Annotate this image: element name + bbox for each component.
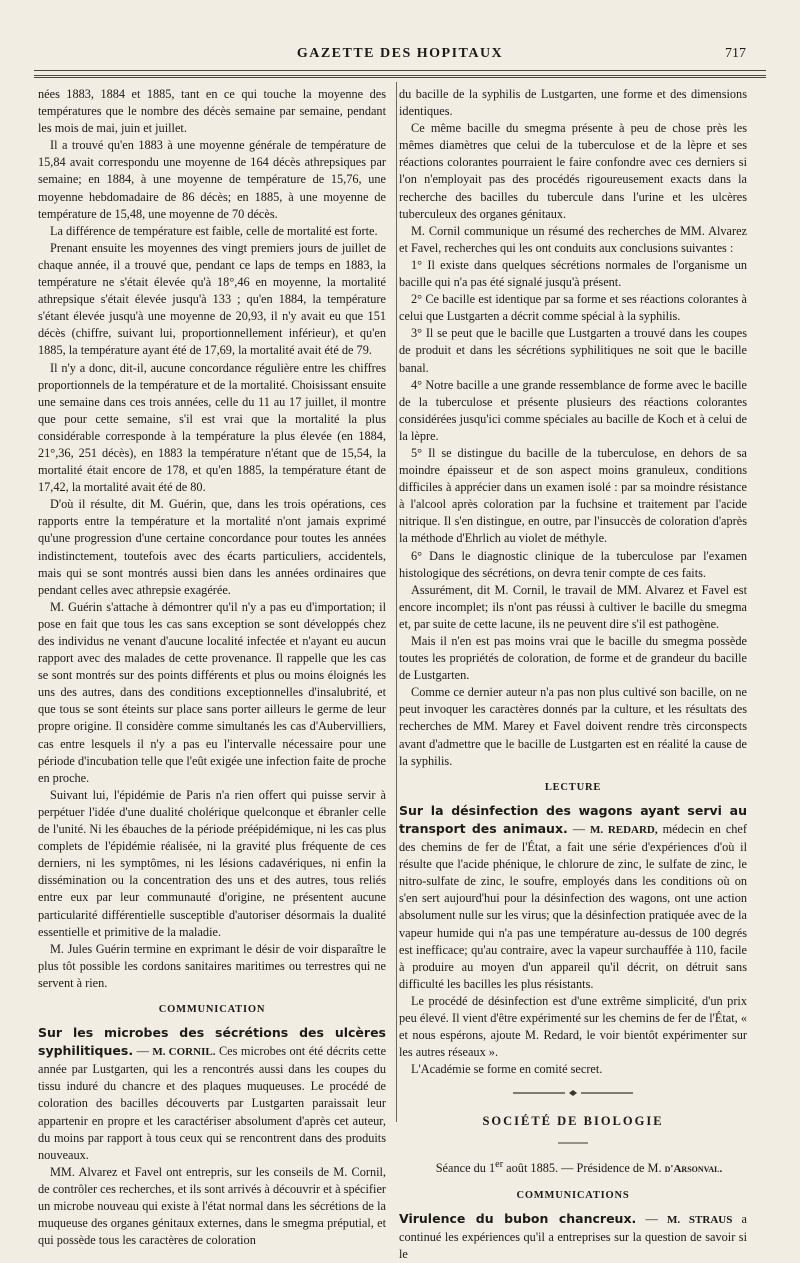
conclusion-item: 2° Ce bacille est identique par sa forme et ses réactions colorantes à celui que Lustgarten a décrit comme spécial à la syphilis. bbox=[399, 292, 747, 324]
paragraph: Assurément, dit M. Cornil, le travail de MM. Alvarez et Favel est encore incomplet; ils n'ont pas réussi à cultiver le bacille du smegma et, par suite de cette lacune, ils ne peuvent dire s'il est pathogène. bbox=[399, 582, 747, 631]
paragraph: Le procédé de désinfection est d'une extrême simplicité, d'un prix peu élevé. Il vient d'être expérimenté sur les chemins de fer de l'État, « et nous espérons, ajoute M. Redard, le voir bientôt expérimenter sur les autres réseaux ». bbox=[399, 993, 747, 1060]
article-paragraph: Virulence du bubon chancreux. — M. STRAUS a continué les expériences qu'il a entreprises sur la question de savoir si le bbox=[399, 1210, 747, 1262]
ornament-rule-icon bbox=[513, 1089, 633, 1097]
paragraph: Suivant lui, l'épidémie de Paris n'a rien offert qui puisse servir à perpétuer l'idée d'une dualité cholérique quelconque et ébranler celle de l'unité. Ni les ébauches de la période préépidémique, ni les cas plus complets de l'épidémie réalisée, ni la gravité plus fréquente de ces derniers, ni les symptômes, ni les lésions cadavériques, ni enfin la dissémination ou la concentration des uns et des autres, tous reliés entre eux par leur communauté d'origine, ne présentent aucune particularité différentielle susceptible d'autoriser désormais la dualité essentielle et primitive de la maladie. bbox=[38, 787, 386, 939]
society-heading: SOCIÉTÉ DE BIOLOGIE bbox=[482, 1114, 664, 1129]
paragraph: D'où il résulte, dit M. Guérin, que, dans les trois opérations, ces rapports entre la température et la mortalité n'ont jamais exprimé qu'une progression d'une certaine concordance pour toutes les années indistinctement, toutefois avec des écarts particuliers, accidentels, mais qui se sont montrés aussi bien dans les années ordinaires que pendant celles avec athrepsie exagérée. bbox=[38, 497, 386, 597]
paragraph: Il n'y a donc, dit-il, aucune concordance régulière entre les chiffres proportionnels de la température et de la mortalité. Choisissant ensuite une semaine dans ces trois années, celle du 11 au 17 juillet, il montre que pour cette semaine, s'il est vrai que la mortalité la plus considérable corresponde à la température la plus élevée (en 1884, 21°,36, 251 décès), en 1883 la température n'étant que de 15,54, la mortalité était encore de 178, et qu'en 1885, la température étant de 17,42, la mortalité avait été de 80. bbox=[38, 360, 386, 495]
article-author: M. CORNIL. bbox=[152, 1046, 216, 1059]
paragraph: La différence de température est faible, celle de mortalité est forte. bbox=[50, 223, 378, 238]
paragraph: du bacille de la syphilis de Lustgarten, une forme et des dimensions identiques. bbox=[399, 87, 747, 119]
paragraph: MM. Alvarez et Favel ont entrepris, sur les conseils de M. Cornil, de contrôler ces recherches, et ils sont arrivés à découvrir et à spécifier un microbe nouveau qui existe à l'état normal dans les sécrétions de la muqueuse des organes génitaux externes, dans le smegma préputial, et qui possède tous les caractères de coloration bbox=[38, 1164, 386, 1248]
article-paragraph: Sur les microbes des sécrétions des ulcères syphilitiques. — M. CORNIL. Ces microbes ont été décrits cette année par Lustgarten, qui les a rencontrés aussi dans les coupes du tissu induré du chancre et des plaques muqueuses. Le procédé de coloration des bacilles découverts par Lustgarten paraissait leur appartenir en propre et les caractériser absolument d'après cet auteur, du moins par rapport à tous ceux qui se rencontrent dans des produits nouveaux. bbox=[38, 1025, 387, 1162]
article-paragraph: Sur la désinfection des wagons ayant servi au transport des animaux. — M. REDARD, médecin en chef des chemins de fer de l'État, a fait une série d'expériences d'où il résulte que l'acide phénique, le chlorure de zinc, le sulfate de zinc, le nitro-sulfate de zinc, le soufre, employés dans les conditions où on s'en sert aujourd'hui pour la désinfection des wagons, ont une action absolument nulle sur les virus; que la désinfection pratiquée avec de la vapeur humide qui n'a pas une température au-dessus de 100 degrés est inefficace; qu'au contraire, avec la vapeur surchauffée à 110, facile à produire au moyen d'un appareil qu'il décrit, on détruit sans difficulté les bacilles les plus résistants. bbox=[399, 802, 747, 991]
section-heading: LECTURE bbox=[544, 781, 602, 793]
page-number: 717 bbox=[725, 46, 746, 61]
article-title: Sur la désinfection des wagons ayant servi au transport des animaux. bbox=[399, 802, 747, 836]
paragraph: M. Guérin s'attache à démontrer qu'il n'y a pas eu d'importation; il pose en fait que tous les cas sans exception se sont développés chez des individus ne venant d'aucune localité infectée et n'ayant eu aucun rapport avec des malades de cette provenance. Il rappelle que les cas se sont montrés sur des points différents et plus ou moins éloignés les uns des autres, dans des conditions exceptionnelles d'insalubrité, et que tous se sont éteints sur place sans porter ailleurs le germe de leur propre origine. Il considère comme simultanés les cas d'Aubervilliers, cas entre lesquels il n'y a pas eu l'intervalle nécessaire pour une période d'incubation telle que l'eût exigée une infection faite de proche en proche. bbox=[38, 599, 386, 785]
column-separator bbox=[396, 82, 397, 1122]
article-body: Ces microbes ont été décrits cette année par Lustgarten, qui les a rencontrés aussi dans les coupes du tissu induré du chancre et des plaques muqueuses. Le procédé de coloration des bacilles découverts par Lustgarten paraissait leur appartenir en propre et les caractériser absolument d'après cet auteur, du moins par rapport à tous ceux qui se rencontrent dans des produits nouveaux. bbox=[38, 1044, 387, 1162]
journal-title: GAZETTE DES HOPITAUX bbox=[296, 46, 504, 61]
conclusion-item: 3° Il se peut que le bacille que Lustgarten a trouvé dans les coupes de produit et dans les sécrétions syphilitiques ne soit que le bacille banal. bbox=[399, 326, 747, 375]
left-column bbox=[38, 86, 386, 1249]
session-text: août 1885. — Présidence de M. bbox=[503, 1160, 665, 1175]
conclusion-item: 5° Il se distingue du bacille de la tuberculose, en dehors de sa moindre épaisseur et de son aspect moins granuleux, conditions difficiles à apprécier dans un examen isolé : par sa moindre résistance à l'alcool après coloration par la fuchsine et traitement par l'acide nitrique. Il s'en distingue, en outre, par l'insuccès de coloration d'après la méthode d'Ehrlich au violet de méthyle. bbox=[399, 445, 747, 546]
conclusion-item: 6° Dans le diagnostic clinique de la tuberculose par l'examen histologique des sécrétions, on devra tenir compte de ces faits. bbox=[399, 548, 747, 580]
paragraph: L'Académie se forme en comité secret. bbox=[411, 1062, 603, 1077]
paragraph: nées 1883, 1884 et 1885, tant en ce qui touche la moyenne des températures que le nombre des décès semaine par semaine, pendant les mois de mai, juin et juillet. bbox=[38, 87, 386, 136]
conclusion-item: 4° Notre bacille a une grande ressemblance de forme avec le bacille de la tuberculose et présente plusieurs des réactions colorantes considérées jusqu'ici comme spéciales au bacille de Koch et à celui de la lèpre. bbox=[399, 377, 747, 443]
short-rule-icon bbox=[558, 1140, 588, 1146]
article-body: médecin en chef des chemins de fer de l'État, a fait une série d'expériences d'où il résulte que l'acide phénique, le chlorure de zinc, le sulfate de zinc, le nitro-sulfate de zinc, le soufre, employés dans les conditions où on s'en sert aujourd'hui pour la désinfection des wagons, ont une action absolument nulle sur les virus; que la désinfection pratiquée avec de la vapeur humide qui n'a pas une température au-dessus de 100 degrés est inefficace; qu'au contraire, avec la vapeur surchauffée à 110, facile à produire au moyen d'un appareil qu'il décrit, on détruit sans difficulté les bacilles les plus résistants. bbox=[399, 821, 747, 991]
paragraph: M. Jules Guérin termine en exprimant le désir de voir disparaître le plus tôt possible les cordons sanitaires maritimes ou terrestres qui ne servent à rien. bbox=[38, 941, 386, 990]
header-rule bbox=[34, 70, 766, 71]
paragraph: Mais il n'en est pas moins vrai que le bacille du smegma possède toutes les propriétés de coloration, de forme et de grandeur du bacille de Lustgarten. bbox=[399, 634, 747, 683]
header-double-rule bbox=[34, 75, 766, 78]
article-title: Virulence du bubon chancreux. bbox=[399, 1210, 637, 1226]
session-date: Séance du 1 bbox=[435, 1160, 496, 1175]
session-date-sup: er bbox=[495, 1158, 504, 1170]
article-author: M. REDARD, bbox=[590, 823, 658, 836]
page-header bbox=[0, 46, 800, 66]
ornament-divider bbox=[399, 1086, 747, 1103]
session-line bbox=[399, 1156, 747, 1178]
session-president: d'Arsonval. bbox=[664, 1162, 723, 1175]
paragraph: Ce même bacille du smegma présente à peu de chose près les mêmes diamètres que celui de la tuberculose et de la lèpre et ses réactions colorantes pourraient le faire confondre avec ces derniers si l'on n'employait pas des procédés rigoureusement exacts dans la recherche des bacilles du tubercule dans l'urine et les ulcères tuberculeux des organes génitaux. bbox=[399, 121, 747, 221]
article-body: a continué les expériences qu'il a entreprises sur la question de savoir si le bbox=[399, 1211, 747, 1262]
paragraph: M. Cornil communique un résumé des recherches de MM. Alvarez et Favel, recherches qui les ont conduits aux conclusions suivantes : bbox=[399, 223, 747, 255]
paragraph: Prenant ensuite les moyennes des vingt premiers jours de juillet de chaque année, il a trouvé que, pendant ce laps de temps en 1883, la température ne s'était élevée qu'à 18°,46 en moyenne, la mortalité athrepsique s'était élevée jusqu'à 133 ; qu'en 1884, la température s'étant élevée jusqu'à une moyenne de 20,93, il n'y avait eu que 151 décès (chiffre, suivant lui, proportionnellement inférieur), et qu'en 1885, la température ayant été de 17,69, la mortalité avait été de 79. bbox=[38, 240, 386, 358]
conclusion-item: 1° Il existe dans quelques sécrétions normales de l'organisme un bacille qui n'a pas été signalé jusqu'à présent. bbox=[399, 257, 747, 290]
short-rule bbox=[399, 1135, 747, 1152]
paragraph: Comme ce dernier auteur n'a pas non plus cultivé son bacille, on ne peut invoquer les caractères donnés par la culture, et les résultats des recherches de MM. Marey et Favel doivent rendre très circonspects avant d'admettre que le bacille de Lustgarten est en réalité la cause de la syphilis. bbox=[399, 685, 747, 768]
section-heading: COMMUNICATION bbox=[158, 1003, 266, 1015]
article-title: Sur les microbes des sécrétions des ulcères syphilitiques. bbox=[38, 1025, 386, 1059]
article-author: M. STRAUS bbox=[666, 1213, 733, 1226]
section-heading: COMMUNICATIONS bbox=[516, 1189, 630, 1201]
right-column bbox=[399, 86, 747, 1263]
paragraph: Il a trouvé qu'en 1883 à une moyenne générale de température de 15,84 avait correspondu une moyenne de 164 décès athrepsiques par semaine; en 1884, à une moyenne de température de 15,76, une moyenne hebdomadaire de 86 décès; en 1885, à une moyenne de température de 15,48, une moyenne de 70 décès. bbox=[38, 138, 386, 221]
